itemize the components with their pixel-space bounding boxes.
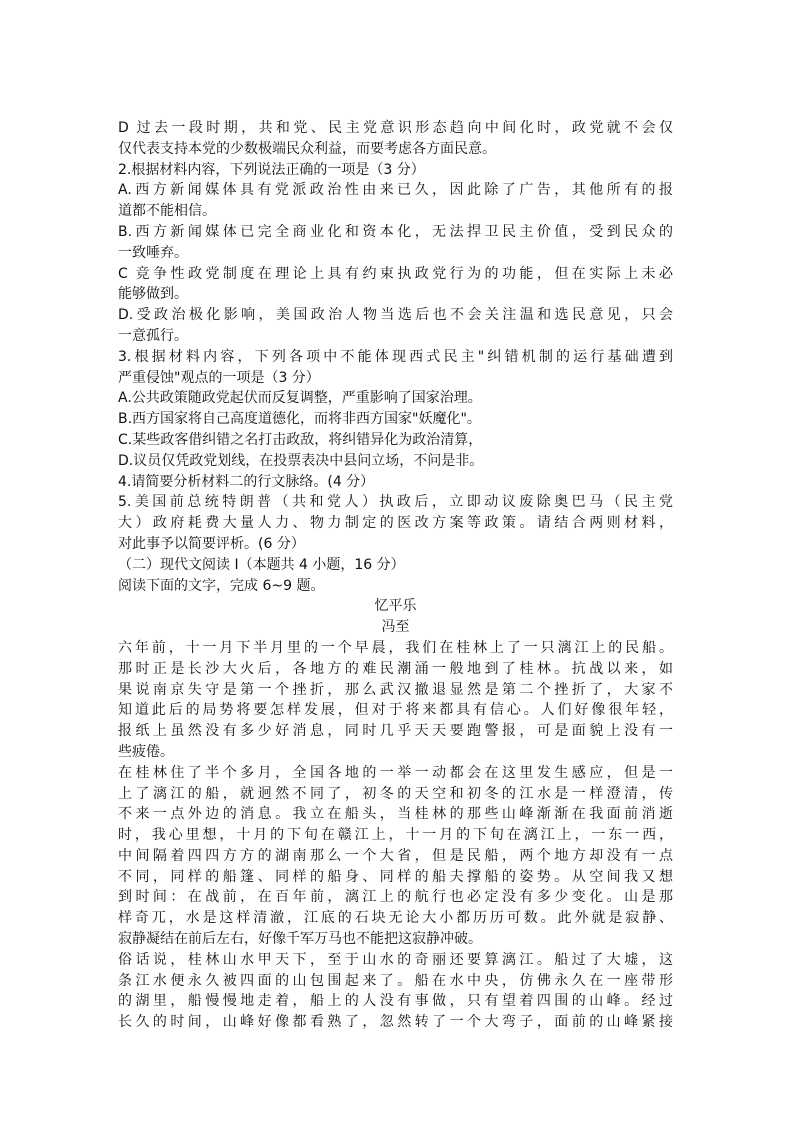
text-line: 对此事予以简要评析。(6 分） bbox=[118, 535, 305, 552]
text-line: 条江水便永久被四面的山包围起来了。船在水中央，仿佛永久在一座带形 bbox=[118, 972, 673, 989]
text-line: D.受政治极化影响，美国政治人物当选后也不会关注温和选民意见，只会 bbox=[118, 307, 673, 324]
text-line: 六年前，十一月下半月里的一个早晨，我们在桂林上了一只漓江上的民船。 bbox=[118, 639, 673, 656]
text-line: 阅读下面的文字，完成 6~9 题。 bbox=[118, 577, 325, 594]
text-line: 一意孤行。 bbox=[118, 327, 188, 344]
text-line: 上了漓江的船，就迥然不同了，初冬的天空和初冬的江水是一样澄清，传 bbox=[118, 785, 673, 802]
text-line: 能够做到。 bbox=[118, 286, 188, 303]
article-title: 忆平乐 bbox=[374, 598, 417, 615]
text-line: D.议员仅凭政党划线，在投票表决中县问立场，不问是非。 bbox=[118, 452, 484, 469]
text-line: 在桂林住了半个多月，全国各地的一举一动都会在这里发生感应，但是一 bbox=[118, 764, 673, 781]
text-line: 些疲倦。 bbox=[118, 743, 174, 760]
text-line: 大）政府耗费大量人力、物力制定的医改方案等政策。请结合两则材料， bbox=[118, 515, 673, 532]
text-line: 一致唾弃。 bbox=[118, 244, 188, 261]
text-line: 3.根据材料内容，下列各项中不能体现西式民主"纠错机制的运行基础遭到 bbox=[118, 348, 673, 365]
text-line: C.某些政客借纠错之名打击政敌，将纠错异化为政治清算， bbox=[118, 431, 483, 448]
text-line: 4.请简要分析材料二的行文脉络。(4 分） bbox=[118, 473, 375, 490]
text-line: D 过去一段时期，共和党、民主党意识形态趋向中间化时，政党就不会仅 bbox=[118, 120, 673, 136]
text-line: A.公共政策随政党起伏而反复调整，严重影响了国家治理。 bbox=[118, 390, 482, 407]
article-author: 冯至 bbox=[381, 619, 410, 636]
text-line: 不来一点外边的消息。我立在船头，当桂林的那些山峰渐渐在我面前消逝 bbox=[118, 806, 673, 823]
text-line: 那时正是长沙大火后，各地方的难民潮涌一般地到了桂林。抗战以来，如 bbox=[118, 660, 673, 677]
text-line: 的湖里，船慢慢地走着，船上的人没有事做，只有望着四围的山峰。经过 bbox=[118, 993, 673, 1010]
text-line: 5.美国前总统特朗普（共和党人）执政后，立即动议废除奥巴马（民主党 bbox=[118, 494, 673, 511]
text-line: B.西方新闻媒体已完全商业化和资本化，无法捍卫民主价值，受到民众的 bbox=[118, 223, 673, 240]
text-line: 知道此后的局势将要怎样发展，但对于将来都具有信心。人们好像很年轻， bbox=[118, 702, 673, 719]
text-line: A.西方新闻媒体具有党派政治性由来已久，因此除了广告，其他所有的报 bbox=[118, 182, 673, 199]
text-line: 寂静凝结在前后左右，好像千军万马也不能把这寂静冲破。 bbox=[118, 931, 482, 948]
text-line: 到时间：在战前，在百年前，漓江上的航行也必定没有多少变化。山是那 bbox=[118, 889, 673, 906]
text-line: 严重侵蚀"观点的一项是（3 分） bbox=[118, 369, 320, 386]
text-line: 长久的时间，山峰好像都看熟了，忽然转了一个大弯子，面前的山峰紧接 bbox=[118, 1014, 673, 1031]
text-line: 道都不能相信。 bbox=[118, 203, 216, 220]
document-page bbox=[118, 118, 673, 1033]
text-line: 俗话说，桂林山水甲天下，至于山水的奇丽还要算漓江。船过了大墟，这 bbox=[118, 951, 673, 968]
text-line: 样奇兀，水是这样清澈，江底的石块无论大小都历历可数。此外就是寂静、 bbox=[118, 910, 673, 927]
text-line: 2.根据材料内容，下列说法正确的一项是（3 分） bbox=[118, 161, 425, 178]
text-line: 仅代表支持本党的少数极端民众利益，而要考虑各方面民意。 bbox=[118, 140, 496, 157]
text-line: 中间隔着四四方方的湖南那么一个大省，但是民船，两个地方却没有一点 bbox=[118, 847, 673, 864]
text-line: （二）现代文阅读 I（本题共 4 小题，16 分） bbox=[118, 556, 405, 573]
text-line: 不同，同样的船篷、同样的船身、同样的船夫撑船的姿势。从空间我又想 bbox=[118, 868, 673, 885]
text-line: 果说南京失守是第一个挫折，那么武汉撤退显然是第二个挫折了，大家不 bbox=[118, 681, 673, 698]
text-line: C 竞争性政党制度在理论上具有约束执政党行为的功能，但在实际上未必 bbox=[118, 265, 673, 282]
text-line: B.西方国家将自己高度道德化，而将非西方国家"妖魔化"。 bbox=[118, 411, 481, 428]
text-line: 报纸上虽然没有多少好消息，同时几乎天天要跑警报，可是面貌上没有一 bbox=[118, 723, 673, 740]
text-line: 时，我心里想，十月的下旬在赣江上，十一月的下旬在漓江上，一东一西， bbox=[118, 827, 673, 844]
